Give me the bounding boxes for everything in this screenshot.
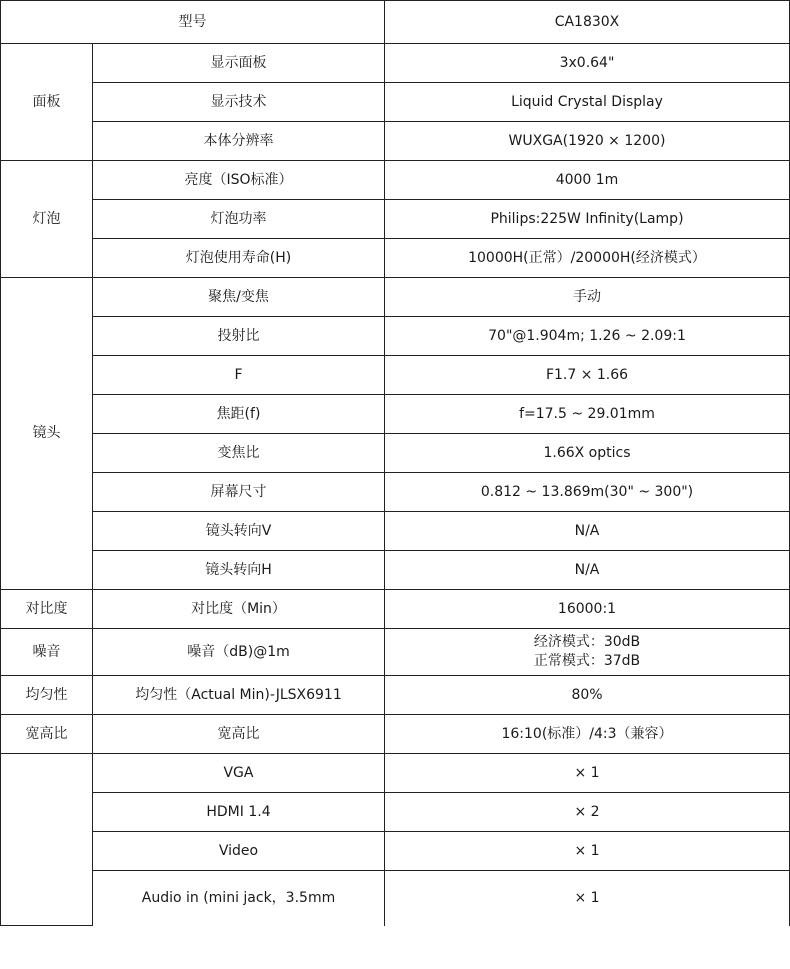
- category-contrast: 对比度: [1, 590, 93, 629]
- param-cell: 灯泡使用寿命(H): [93, 239, 385, 278]
- value-cell: × 1: [385, 754, 790, 793]
- table-row: [1, 512, 790, 551]
- category-io: [1, 754, 93, 926]
- param-cell: HDMI 1.4: [93, 793, 385, 832]
- category-aspect-ratio: 宽高比: [1, 715, 93, 754]
- param-cell: 镜头转向H: [93, 551, 385, 590]
- param-cell: F: [93, 356, 385, 395]
- category-lamp: 灯泡: [1, 161, 93, 278]
- param-cell: 均匀性（Actual Min)-JLSX6911: [93, 676, 385, 715]
- noise-eco-value: 经济模式：30dB: [533, 634, 641, 650]
- value-cell: 10000H(正常）/20000H(经济模式）: [385, 239, 790, 278]
- param-cell: 焦距(f): [93, 395, 385, 434]
- param-cell: 显示面板: [93, 44, 385, 83]
- value-cell: 0.812 ~ 13.869m(30" ~ 300"): [385, 473, 790, 512]
- table-row: [1, 317, 790, 356]
- category-panel: 面板: [1, 44, 93, 161]
- table-row: [1, 676, 790, 715]
- table-row: [1, 551, 790, 590]
- category-uniformity: 均匀性: [1, 676, 93, 715]
- param-cell: Audio in (mini jack，3.5mm: [93, 871, 385, 926]
- value-cell: × 1: [385, 832, 790, 871]
- param-cell: Video: [93, 832, 385, 871]
- model-row: [1, 1, 790, 44]
- param-cell: 聚焦/变焦: [93, 278, 385, 317]
- table-row: [1, 590, 790, 629]
- value-cell: [385, 629, 790, 676]
- table-row: [1, 200, 790, 239]
- value-cell: F1.7 × 1.66: [385, 356, 790, 395]
- value-cell: 16:10(标准）/4:3（兼容）: [385, 715, 790, 754]
- category-lens: 镜头: [1, 278, 93, 590]
- param-cell: 显示技术: [93, 83, 385, 122]
- value-cell: 16000:1: [385, 590, 790, 629]
- table-row: [1, 793, 790, 832]
- param-cell: 亮度（ISO标准）: [93, 161, 385, 200]
- param-cell: 本体分辨率: [93, 122, 385, 161]
- value-cell: 手动: [385, 278, 790, 317]
- value-cell: × 1: [385, 871, 790, 926]
- param-cell: 投射比: [93, 317, 385, 356]
- model-value: CA1830X: [385, 1, 790, 44]
- value-cell: WUXGA(1920 × 1200): [385, 122, 790, 161]
- value-cell: 3x0.64": [385, 44, 790, 83]
- value-cell: Liquid Crystal Display: [385, 83, 790, 122]
- param-cell: 镜头转向V: [93, 512, 385, 551]
- table-row: [1, 832, 790, 871]
- value-cell: N/A: [385, 512, 790, 551]
- table-row: [1, 161, 790, 200]
- param-cell: 灯泡功率: [93, 200, 385, 239]
- category-noise: 噪音: [1, 629, 93, 676]
- table-row: [1, 395, 790, 434]
- value-cell: Philips:225W Infinity(Lamp): [385, 200, 790, 239]
- table-row: [1, 434, 790, 473]
- param-cell: 宽高比: [93, 715, 385, 754]
- table-row: [1, 473, 790, 512]
- param-cell: 对比度（Min）: [93, 590, 385, 629]
- table-row: [1, 44, 790, 83]
- value-cell: 70"@1.904m; 1.26 ~ 2.09:1: [385, 317, 790, 356]
- model-label: 型号: [1, 1, 385, 44]
- value-cell: 1.66X optics: [385, 434, 790, 473]
- value-cell: × 2: [385, 793, 790, 832]
- value-cell: N/A: [385, 551, 790, 590]
- table-row: [1, 83, 790, 122]
- table-row: [1, 871, 790, 926]
- table-row: [1, 239, 790, 278]
- param-cell: 屏幕尺寸: [93, 473, 385, 512]
- value-cell: 4000 1m: [385, 161, 790, 200]
- value-cell: f=17.5 ~ 29.01mm: [385, 395, 790, 434]
- table-row: [1, 629, 790, 676]
- table-row: [1, 356, 790, 395]
- noise-normal-value: 正常模式：37dB: [533, 653, 641, 669]
- param-cell: 变焦比: [93, 434, 385, 473]
- param-cell: VGA: [93, 754, 385, 793]
- table-row: [1, 278, 790, 317]
- table-row: [1, 122, 790, 161]
- value-cell: 80%: [385, 676, 790, 715]
- table-row: [1, 754, 790, 793]
- param-cell: 噪音（dB)@1m: [93, 629, 385, 676]
- table-row: [1, 715, 790, 754]
